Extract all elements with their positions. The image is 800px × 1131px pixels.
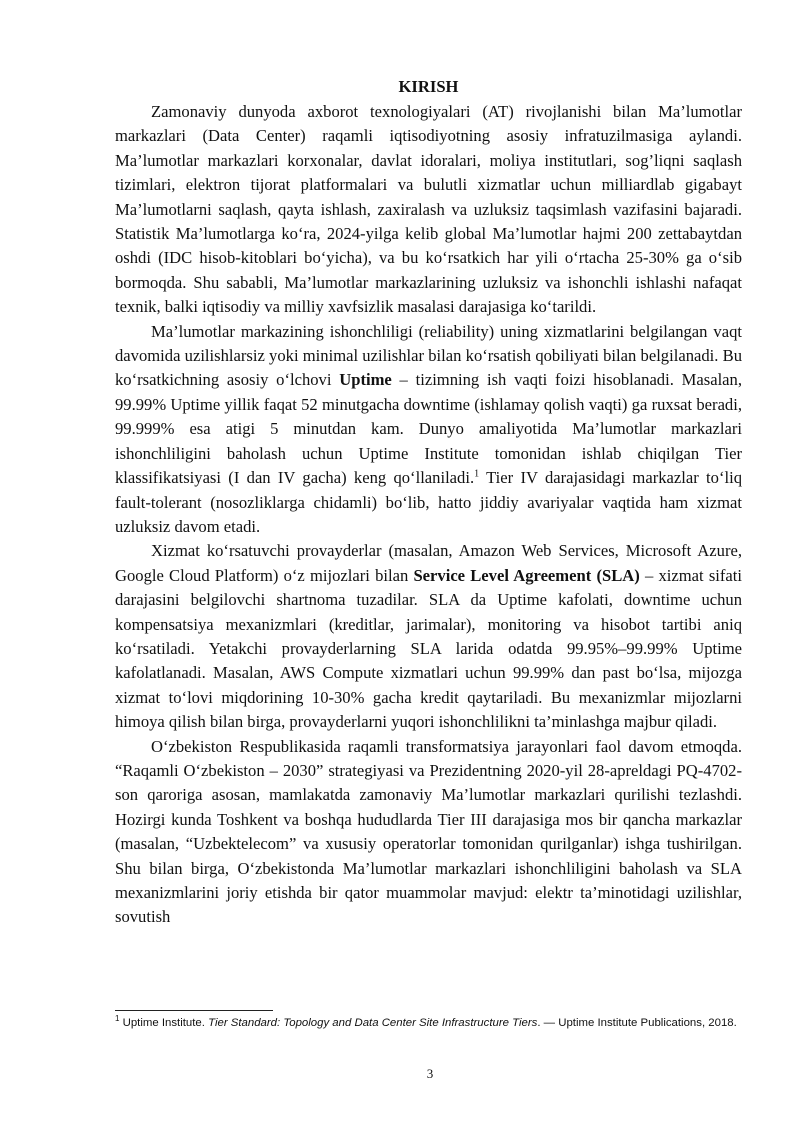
page-number: 3 <box>426 1066 434 1081</box>
footnote-title: Tier Standard: Topology and Data Center Site Infrastructure Tiers <box>208 1017 538 1029</box>
paragraph-2-text-c: Tier IV darajasidagi markazlar to‘liq fault-tolerant (nosozliklarga chidamli) bo‘lib, hatto jiddiy avariyalar vaqtida ham xizmat uzluksiz davom etadi. <box>115 468 742 536</box>
section-heading: KIRISH <box>398 77 459 96</box>
uptime-term: Uptime <box>339 370 392 390</box>
paragraph-3 <box>115 539 742 734</box>
paragraph-4: O‘zbekiston Respublikasida raqamli transformatsiya jarayonlari faol davom etmoqda. “Raqamli O‘zbekiston – 2030” strategiyasi va Prezidentning 2020-yil 28-apreldagi PQ-4702-son qaroriga asosan, mamlakatda zamonaviy Ma’lumotlar markazlari qurilishi tezlashdi. Hozirgi kunda Toshkent va boshqa hududlarda Tier III darajasiga mos bir qancha markazlar (masalan, “Uzbektelecom” va xususiy operatorlar tomonidan qurilganlar) ishga tushirilgan. Shu bilan birga, O‘zbekistonda Ma’lumotlar markazlari ishonchliligini baholash va SLA mexanizmlarini joriy etishda bir qator muammolar mavjud: elektr ta’minotidagi uzilishlar, sovutish <box>115 736 742 927</box>
footnote-separator <box>115 1010 273 1011</box>
footnote-number: 1 <box>115 1014 120 1024</box>
footnote-ref[interactable]: 1 <box>474 468 480 480</box>
paragraph-2-text-b: – tizimning ish vaqti foizi hisoblanadi. Masalan, 99.99% Uptime yillik faqat 52 minutgacha downtime (ishlamay qolish vaqti) ga ruxsat beradi, 99.999% esa atigi 5 minutdan kam. Dunyo amaliyotida Ma’lumotlar markazlari ishonchliligini baholash uchun Uptime Institute tomonidan ishlab chiqilgan Tier klassifikatsiyasi (I dan IV gacha) keng qo‘llaniladi. <box>115 370 742 488</box>
paragraph-2 <box>115 320 742 540</box>
paragraph-1: Zamonaviy dunyoda axborot texnologiyalari (AT) rivojlanishi bilan Ma’lumotlar markazlari (Data Center) raqamli iqtisodiyotning asosiy infratuzilmasiga aylandi. Ma’lumotlar markazlari korxonalar, davlat idoralari, moliya institutlari, sog’liqni saqlash tizimlari, elektron tijorat platformalari va bulutli xizmatlar uchun milliardlab gigabayt Ma’lumotlarni saqlash, qayta ishlash, zaxiralash va uzluksiz taqsimlash vazifasini bajaradi. Statistik Ma’lumotlarga ko‘ra, 2024-yilga kelib global Ma’lumotlar hajmi 200 zettabaytdan oshdi (IDC hisob-kitoblari bo‘yicha), va bu ko‘rsatkich har yili o‘rtacha 25-30% ga o‘sib bormoqda. Shu sababli, Ma’lumotlar markazlarining uzluksiz va ishonchli ishlashi nafaqat texnik, balki iqtisodiy va milliy xavfsizlik masalasi darajasiga ko‘tarildi. <box>115 102 742 317</box>
footnote <box>115 1015 742 1032</box>
paragraph-3-text-a: Xizmat ko‘rsatuvchi provayderlar (masalan, Amazon Web Services, Microsoft Azure, Google Cloud Platform) o‘z mijozlari bilan <box>115 541 742 585</box>
paragraph-3-text-b: – xizmat sifati darajasini belgilovchi shartnoma tuzadilar. SLA da Uptime kafolati, downtime uchun kompensatsiya mexanizmlari (kreditlar, jarimalar), monitoring va hisobot tartibi aniq ko‘rsatiladi. Yetakchi provayderlarning SLA larida odatda 99.95%–99.99% Uptime kafolatlanadi. Masalan, AWS Compute xizmatlari uchun 99.99% dan past bo‘lsa, mijozga xizmat to‘lovi miqdorining 10-30% gacha kredit qaytariladi. Bu mexanizmlar mijozlarni himoya qilish bilan birga, provayderlarni yuqori ishonchlilikni ta’minlashga majbur qiladi. <box>115 565 742 732</box>
footnote-rest: . — Uptime Institute Publications, 2018. <box>537 1017 737 1029</box>
paragraph-2-text-a: Ma’lumotlar markazining ishonchliligi (reliability) uning xizmatlarini belgilangan vaqt davomida uzilishlarsiz yoki minimal uzilishlar bilan ko‘rsatish qobiliyati bilan belgilanadi. Bu ko‘rsatkichning asosiy o‘lchovi <box>115 321 742 390</box>
footnote-author: Uptime Institute. <box>119 1017 209 1029</box>
page-body <box>115 74 742 930</box>
sla-term: Service Level Agreement (SLA) <box>413 565 640 585</box>
